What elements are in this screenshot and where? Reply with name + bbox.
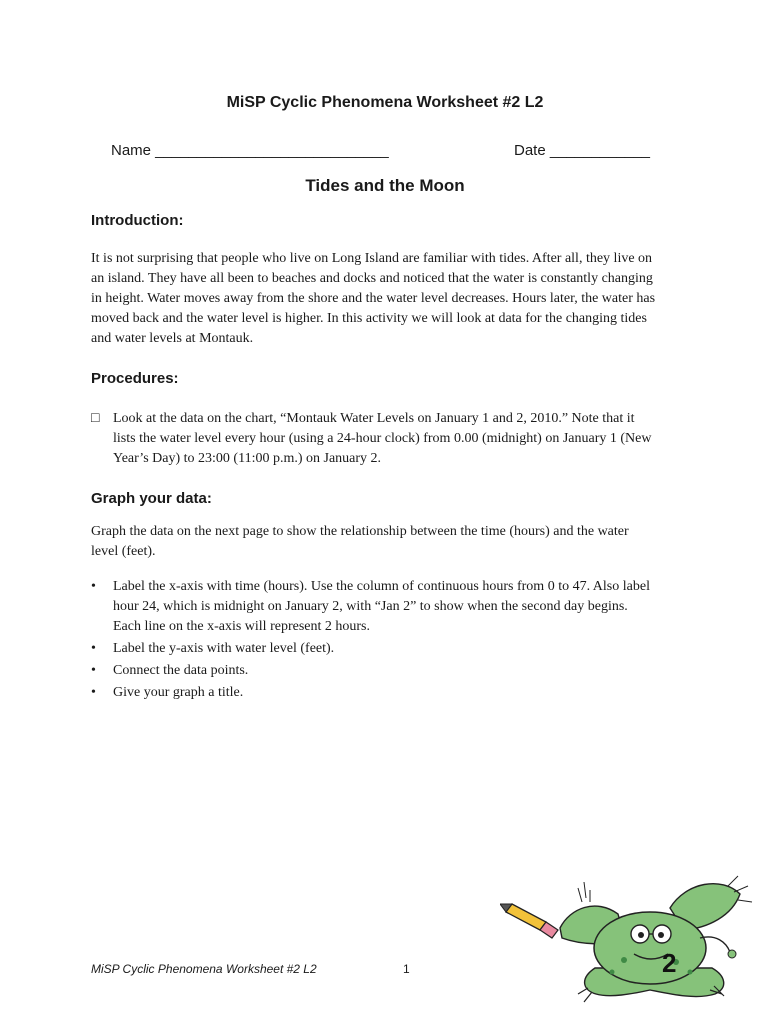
introduction-line: moved back and the water level is higher. In this activity we will look at data for the changing tides	[91, 311, 647, 326]
procedure-line: lists the water level every hour (using a 24-hour clock) from 0.00 (midnight) on January 1 (New	[113, 431, 652, 446]
procedure-line: Year’s Day) to 23:00 (11:00 p.m.) on January 2.	[113, 451, 382, 466]
checkbox-icon: □	[91, 411, 100, 426]
list-item-line: Label the x-axis with time (hours). Use the column of continuous hours from 0 to 47. Also label	[113, 579, 650, 594]
list-item	[91, 661, 691, 681]
graph-intro	[91, 522, 691, 562]
list-item-line: Connect the data points.	[113, 663, 249, 678]
procedure-step	[113, 409, 673, 469]
introduction-paragraph	[91, 249, 691, 349]
graph-heading: Graph your data:	[91, 490, 212, 507]
date-field: Date ____________	[514, 142, 650, 159]
graph-instructions-list	[91, 577, 691, 705]
page-number: 1	[403, 962, 410, 976]
list-item	[91, 577, 691, 637]
list-item	[91, 639, 691, 659]
list-item-line: Each line on the x-axis will represent 2 hours.	[113, 619, 370, 634]
graph-intro-line: level (feet).	[91, 544, 156, 559]
worksheet-subtitle: Tides and the Moon	[305, 176, 465, 195]
name-field: Name ____________________________	[111, 142, 389, 159]
introduction-line: and water levels at Montauk.	[91, 331, 254, 346]
introduction-line: in height. Water moves away from the shore and the water level decreases. Hours later, the water has	[91, 291, 656, 306]
frog-mascot-with-pencil-icon	[500, 868, 756, 1018]
introduction-line: an island. They have all been to beaches and docks and noticed that the water is constantly changing	[91, 271, 653, 286]
procedure-line: Look at the data on the chart, “Montauk Water Levels on January 1 and 2, 2010.” Note that it	[113, 411, 635, 426]
introduction-line: It is not surprising that people who live on Long Island are familiar with tides. After all, they live on	[91, 251, 653, 266]
list-item-line: Give your graph a title.	[113, 685, 244, 700]
graph-intro-line: Graph the data on the next page to show the relationship between the time (hours) and the water	[91, 524, 629, 539]
introduction-heading: Introduction:	[91, 212, 184, 229]
pencil-icon	[500, 904, 558, 938]
bullet-icon: •	[91, 685, 96, 700]
list-item-line: Label the y-axis with water level (feet).	[113, 641, 335, 656]
procedures-heading: Procedures:	[91, 370, 179, 387]
bullet-icon: •	[91, 641, 96, 656]
list-item	[91, 683, 691, 703]
badge-number: 2	[662, 948, 677, 978]
list-item-line: hour 24, which is midnight on January 2, with “Jan 2” to show when the second day begins.	[113, 599, 628, 614]
bullet-icon: •	[91, 579, 96, 594]
page-title: MiSP Cyclic Phenomena Worksheet #2 L2	[226, 94, 544, 111]
bullet-icon: •	[91, 663, 96, 678]
footer-title: MiSP Cyclic Phenomena Worksheet #2 L2	[91, 962, 317, 976]
